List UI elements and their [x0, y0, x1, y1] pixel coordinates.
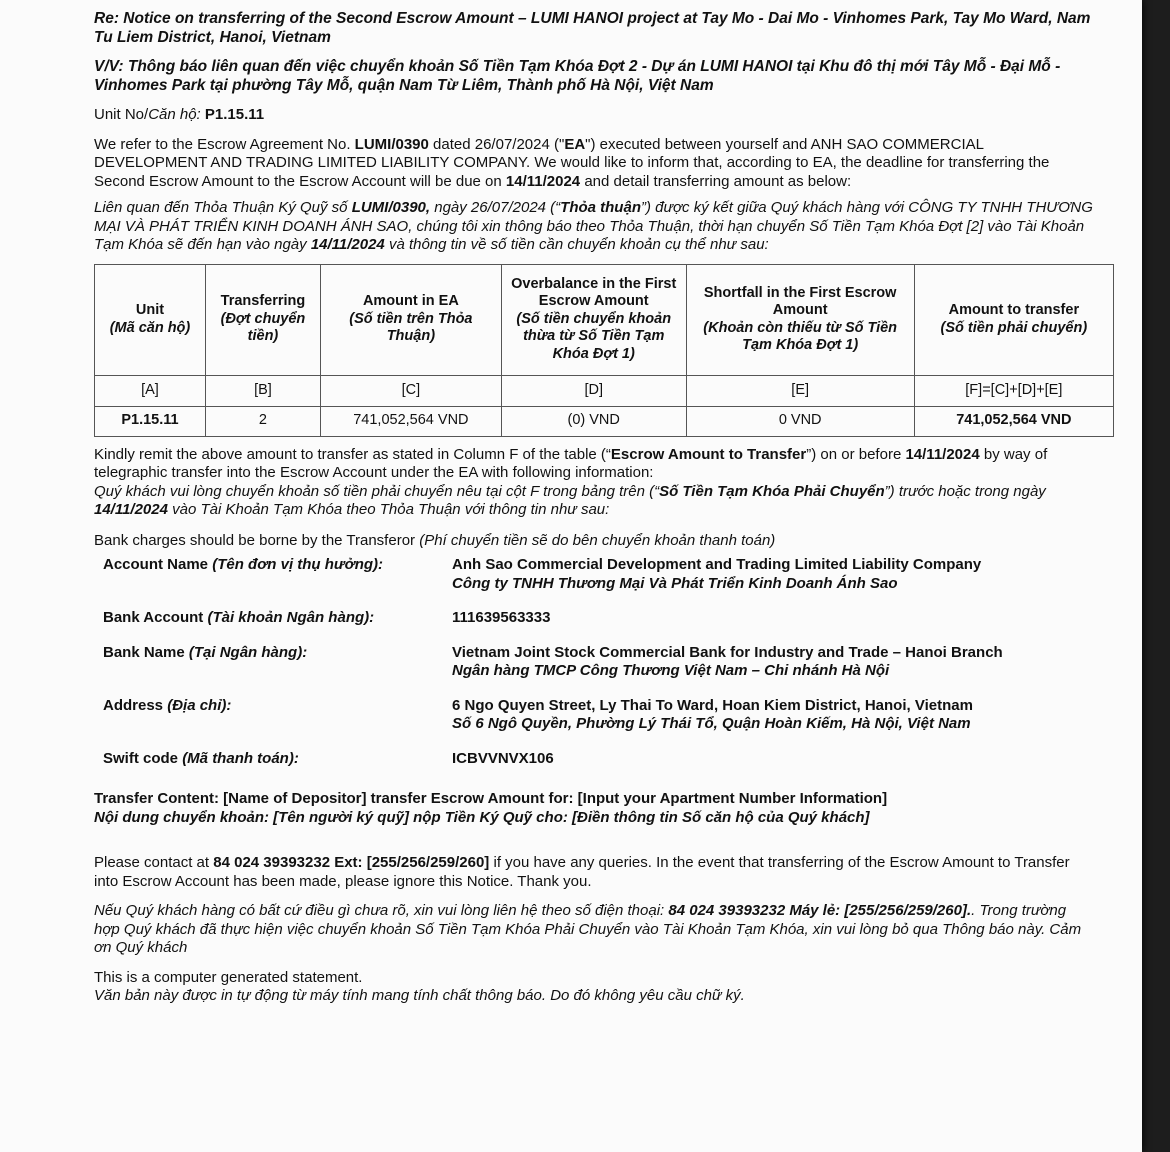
- account-name-label: Account Name (Tên đơn vị thụ hưởng):: [103, 556, 384, 573]
- contact-vi-text-1: Nếu Quý khách hàng có bất cứ điều gì chưa rõ, xin vui lòng liên hệ theo số điện thoại:: [94, 902, 669, 919]
- bank-name-row: [103, 644, 1094, 681]
- charges-vi: (Phí chuyển tiền sẽ do bên chuyển khoản thanh toán): [419, 531, 776, 549]
- bank-account-value: 111639563333: [452, 609, 551, 626]
- remit-en-text-1: Kindly remit the above amount to transfer as stated in Column F of the table (“: [94, 445, 611, 463]
- generated-statement-en: This is a computer generated statement.: [94, 968, 363, 986]
- cell-overbalance: (0) VND: [501, 406, 686, 436]
- ea-term-vi: Thỏa thuận: [560, 199, 641, 216]
- contact-paragraph-vi: [94, 902, 1094, 958]
- cell-amount-in-ea: 741,052,564 VND: [320, 406, 501, 436]
- bank-details: [103, 556, 1094, 768]
- code-cell: [E]: [686, 375, 914, 406]
- reference-paragraph-vi: [94, 199, 1094, 255]
- ref-en-text-1: We refer to the Escrow Agreement No.: [94, 135, 355, 153]
- cell-transferring: 2: [205, 406, 320, 436]
- agreement-number: LUMI/0390: [354, 135, 429, 153]
- code-cell: [D]: [501, 375, 686, 406]
- bank-charges-note: [94, 532, 1094, 551]
- due-date: 14/11/2024: [505, 172, 581, 190]
- remit-paragraph-vi: [94, 483, 1094, 520]
- ref-vi-text-3: ”) được ký kết giữa Quý khách hàng với CÔNG TY TNHH THƯƠNG MẠI VÀ PHÁT TRIỂN KINH DOANH ÁNH SAO, chúng tôi xin thông báo theo Thỏa Thuận, thời hạn chuyển Số Tiền Tạm Khóa Đợt [2] vào Tài Khoản Tạm Khóa sẽ đến hạn vào ngày: [94, 199, 1093, 253]
- remit-date: 14/11/2024: [905, 445, 980, 463]
- contact-paragraph-en: [94, 854, 1094, 891]
- address-row: [103, 697, 1094, 734]
- unit-line: [94, 106, 1094, 125]
- header-unit: Unit (Mã căn hộ): [95, 264, 206, 375]
- bank-account-label: Bank Account (Tài khoản Ngân hàng):: [103, 609, 375, 626]
- ref-vi-text-4: và thông tin về số tiền cần chuyển khoản cụ thể như sau:: [384, 236, 769, 253]
- ref-en-text-2: dated 26/07/2024 (": [428, 135, 565, 153]
- contact-en-text-2: if you have any queries. In the event that transferring of the Escrow Amount to Transfer into Escrow Account has been made, please ignore this Notice. Thank you.: [94, 854, 1070, 890]
- header-overbalance: Overbalance in the First Escrow Amount (Số tiền chuyển khoản thừa từ Số Tiền Tạm Khóa Đợt 1): [501, 264, 686, 375]
- account-name-value: Anh Sao Commercial Development and Trading Limited Liability Company Công ty TNHH Thương Mại Và Phát Triển Kinh Doanh Ánh Sao: [452, 556, 982, 592]
- remit-en-text-3: by way of telegraphic transfer into the Escrow Account under the EA with following information:: [94, 445, 1048, 481]
- table-row: [95, 406, 1114, 436]
- escrow-table: [94, 264, 1114, 437]
- transfer-content-vi: Nội dung chuyển khoản: [Tên người ký quỹ] nộp Tiền Ký Quỹ cho: [Điền thông tin Số căn hộ của Quý khách]: [94, 808, 870, 826]
- agreement-number-vi: LUMI/0390,: [351, 199, 431, 216]
- swift-value: ICBVVNVX106: [452, 749, 554, 767]
- ea-term: EA: [564, 135, 586, 153]
- remit-term: Escrow Amount to Transfer: [610, 445, 807, 463]
- table-header-row: [95, 264, 1114, 375]
- swift-row: [103, 750, 1094, 769]
- code-cell: [B]: [205, 375, 320, 406]
- remit-date-vi: 14/11/2024: [94, 501, 168, 518]
- swift-label: Swift code (Mã thanh toán):: [103, 749, 299, 767]
- document-content: [94, 10, 1094, 1006]
- subject-vi: V/V: Thông báo liên quan đến việc chuyển khoản Số Tiền Tạm Khóa Đợt 2 - Dự án LUMI HANOI tại Khu đô thị mới Tây Mỗ - Đại Mỗ - Vinhomes Park tại phường Tây Mỗ, quận Nam Từ Liêm, Thành phố Hà Nội, Việt Nam: [94, 58, 1061, 94]
- ref-vi-text-2: ngày 26/07/2024 (“: [430, 199, 561, 216]
- address-value: 6 Ngo Quyen Street, Ly Thai To Ward, Hoan Kiem District, Hanoi, Vietnam Số 6 Ngô Quyền, Phường Lý Thái Tổ, Quận Hoàn Kiếm, Hà Nội, Việt Nam: [452, 696, 973, 732]
- cell-amount-to-transfer: 741,052,564 VND: [914, 406, 1113, 436]
- transfer-content-en: Transfer Content: [Name of Depositor] transfer Escrow Amount for: [Input your Apartment Number Information]: [94, 790, 888, 807]
- contact-en-text-1: Please contact at: [94, 854, 214, 871]
- header-transferring: Transferring (Đợt chuyển tiền): [205, 264, 320, 375]
- header-amount-in-ea: Amount in EA (Số tiền trên Thỏa Thuận): [320, 264, 501, 375]
- unit-label-vi: Căn hộ:: [148, 106, 201, 123]
- contact-vi-text-2: . Trong trường hợp Quý khách đã thực hiện việc chuyển khoản Số Tiền Tạm Khóa Phải Chuyển vào Tài Khoản Tạm Khóa, xin vui lòng bỏ qua Thông báo này. Cảm ơn Quý khách: [94, 902, 1082, 956]
- code-cell: [A]: [95, 375, 206, 406]
- code-cell: [F]=[C]+[D]+[E]: [914, 375, 1113, 406]
- bank-name-value: Vietnam Joint Stock Commercial Bank for Industry and Trade – Hanoi Branch Ngân hàng TMCP Công Thương Việt Nam – Chi nhánh Hà Nội: [452, 643, 1003, 679]
- code-cell: [C]: [320, 375, 501, 406]
- header-amount-to-transfer: Amount to transfer (Số tiền phải chuyển): [914, 264, 1113, 375]
- contact-phone: 84 024 39393232 Ext: [255/256/259/260]: [213, 854, 490, 871]
- subject-en: Re: Notice on transferring of the Second Escrow Amount – LUMI HANOI project at Tay Mo - Dai Mo - Vinhomes Park, Tay Mo Ward, Nam Tu Liem District, Hanoi, Vietnam: [94, 10, 1091, 46]
- cell-unit: P1.15.11: [95, 406, 206, 436]
- account-name-row: [103, 556, 1094, 593]
- due-date-vi: 14/11/2024: [310, 236, 385, 253]
- remit-term-vi: Số Tiền Tạm Khóa Phải Chuyển: [659, 482, 885, 500]
- unit-value: P1.15.11: [204, 106, 265, 123]
- contact-phone-vi: 84 024 39393232 Máy lẻ: [255/256/259/260].: [668, 902, 972, 919]
- ref-vi-text-1: Liên quan đến Thỏa Thuận Ký Quỹ số: [94, 199, 352, 216]
- bank-account-row: [103, 609, 1094, 628]
- remit-en-text-2: ”) on or before: [806, 445, 906, 463]
- cell-shortfall: 0 VND: [686, 406, 914, 436]
- unit-label-en: Unit No/: [94, 106, 149, 123]
- ref-en-text-4: and detail transferring amount as below:: [580, 172, 852, 190]
- remit-vi-text-3: vào Tài Khoản Tạm Khóa theo Thỏa Thuận với thông tin như sau:: [167, 501, 610, 518]
- bank-name-label: Bank Name (Tại Ngân hàng):: [103, 643, 308, 661]
- reference-paragraph-en: [94, 136, 1094, 192]
- remit-vi-text-1: Quý khách vui lòng chuyển khoản số tiền phải chuyển nêu tại cột F trong bảng trên (“: [94, 482, 660, 500]
- header-shortfall: Shortfall in the First Escrow Amount (Khoản còn thiếu từ Số Tiền Tạm Khóa Đợt 1): [686, 264, 914, 375]
- generated-statement-vi: Văn bản này được in tự động từ máy tính mang tính chất thông báo. Do đó không yêu cầu chữ ký.: [94, 987, 745, 1004]
- charges-en: Bank charges should be borne by the Transferor: [94, 531, 420, 549]
- remit-vi-text-2: ”) trước hoặc trong ngày: [884, 482, 1046, 500]
- table-code-row: [95, 375, 1114, 406]
- transfer-content: [94, 790, 1094, 827]
- ref-en-text-3: ") executed between yourself and ANH SAO COMMERCIAL DEVELOPMENT AND TRADING LIMITED LIABILITY COMPANY. We would like to inform that, according to EA, the deadline for transferring the Second Escrow Amount to the Escrow Account will be due on: [94, 135, 1050, 190]
- remit-paragraph-en: [94, 446, 1094, 483]
- address-label: Address (Địa chỉ):: [103, 696, 232, 714]
